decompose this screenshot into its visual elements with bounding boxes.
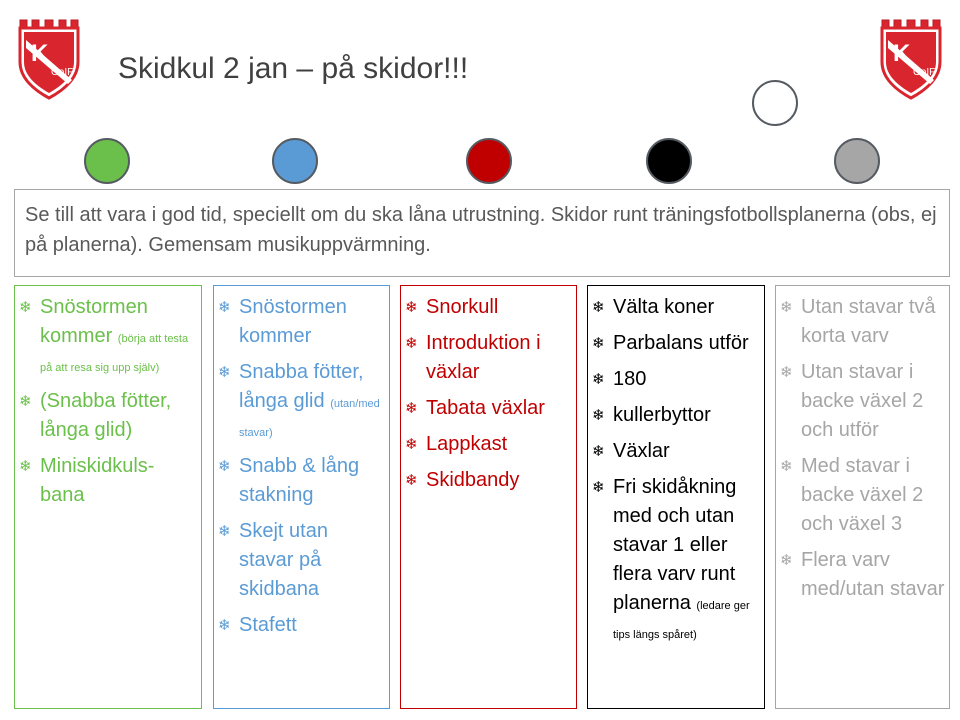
- activity-text: Skejt utan stavar på skidbana: [239, 520, 328, 600]
- activity-text: Tabata växlar: [426, 397, 545, 419]
- snowflake-icon: ❄: [780, 364, 793, 381]
- snowflake-icon: ❄: [592, 479, 605, 496]
- activity-item: [218, 293, 385, 351]
- activity-item: [19, 387, 197, 445]
- snowflake-icon: ❄: [592, 335, 605, 352]
- intro-text-box: Se till att vara i god tid, speciellt om du ska låna utrustning. Skidor runt träningsfotbollsplanerna (obs, ej på planerna). Gemensam musikuppvärmning.: [14, 189, 950, 277]
- level-dot-red: [466, 138, 512, 184]
- activity-item: [780, 452, 945, 539]
- logo-text: GoIF: [51, 67, 74, 78]
- column-green: [14, 285, 202, 709]
- activity-text: Växlar: [613, 440, 670, 462]
- activity-text: kullerbyttor: [613, 404, 711, 426]
- logo-letter: K: [893, 40, 911, 67]
- activity-text: Stafett: [239, 614, 297, 636]
- activity-item: [405, 329, 572, 387]
- snowflake-icon: ❄: [405, 335, 418, 352]
- activity-text: Skidbandy: [426, 469, 520, 491]
- activity-item: [218, 452, 385, 510]
- snowflake-icon: ❄: [19, 299, 32, 316]
- snowflake-icon: ❄: [780, 299, 793, 316]
- activity-text: Välta koner: [613, 296, 715, 318]
- activity-text: Snöstormen kommer: [40, 296, 148, 347]
- activity-item: [592, 401, 760, 430]
- level-dot-blue: [272, 138, 318, 184]
- activity-item: [218, 517, 385, 604]
- activity-note: (ledare ger tips längs spåret): [613, 600, 750, 641]
- column-blue: [213, 285, 390, 709]
- logo-letter: K: [31, 40, 49, 67]
- snowflake-icon: ❄: [405, 400, 418, 417]
- activity-text: Snabb & lång stakning: [239, 455, 360, 506]
- activity-item: [405, 293, 572, 322]
- activity-item: [405, 466, 572, 495]
- column-black: [587, 285, 765, 709]
- activity-item: [592, 437, 760, 466]
- activity-text: 180: [613, 368, 647, 390]
- activity-item: [19, 293, 197, 380]
- activity-text: Flera varv med/utan stavar: [801, 549, 945, 600]
- column-red: [400, 285, 577, 709]
- activity-note: (utan/med stavar): [239, 398, 380, 439]
- level-dot-white: [752, 80, 798, 126]
- snowflake-icon: ❄: [218, 299, 231, 316]
- snowflake-icon: ❄: [405, 436, 418, 453]
- snowflake-icon: ❄: [780, 458, 793, 475]
- snowflake-icon: ❄: [405, 299, 418, 316]
- activity-item: [592, 365, 760, 394]
- activity-item: [592, 293, 760, 322]
- snowflake-icon: ❄: [19, 458, 32, 475]
- level-dot-black: [646, 138, 692, 184]
- snowflake-icon: ❄: [780, 552, 793, 569]
- activity-item: [218, 611, 385, 640]
- snowflake-icon: ❄: [218, 523, 231, 540]
- activity-text: Parbalans utför: [613, 332, 749, 354]
- snowflake-icon: ❄: [592, 443, 605, 460]
- snowflake-icon: ❄: [592, 407, 605, 424]
- activity-text: Lappkast: [426, 433, 508, 455]
- snowflake-icon: ❄: [19, 393, 32, 410]
- column-gray: [775, 285, 950, 709]
- snowflake-icon: ❄: [218, 458, 231, 475]
- activity-text: Miniskidkuls-bana: [40, 455, 155, 506]
- snowflake-icon: ❄: [405, 472, 418, 489]
- snowflake-icon: ❄: [592, 371, 605, 388]
- activity-text: Utan stavar i backe växel 2 och utför: [801, 361, 924, 441]
- level-dot-gray: [834, 138, 880, 184]
- activity-item: [592, 329, 760, 358]
- activity-text: Snorkull: [426, 296, 499, 318]
- activity-note: (börja att testa på att resa sig upp själv): [40, 333, 189, 374]
- activity-text: Fri skidåkning med och utan stavar 1 eller flera varv runt planerna: [613, 476, 737, 614]
- activity-item: [780, 546, 945, 604]
- activity-item: [405, 430, 572, 459]
- snowflake-icon: ❄: [218, 364, 231, 381]
- snowflake-icon: ❄: [592, 299, 605, 316]
- activity-text: Introduktion i växlar: [426, 332, 541, 383]
- level-dot-green: [84, 138, 130, 184]
- activity-item: [218, 358, 385, 445]
- activity-item: [780, 293, 945, 351]
- activity-text: Snabba fötter, långa glid: [239, 361, 364, 412]
- activity-text: (Snabba fötter, långa glid): [40, 390, 172, 441]
- activity-text: Utan stavar två korta varv: [801, 296, 936, 347]
- logo-text: GoIF: [913, 67, 936, 78]
- club-logo-left: [18, 18, 80, 100]
- activity-item: [592, 473, 760, 647]
- activity-text: Snöstormen kommer: [239, 296, 347, 347]
- activity-item: [405, 394, 572, 423]
- page-title: Skidkul 2 jan – på skidor!!!: [118, 52, 469, 85]
- activity-text: Med stavar i backe växel 2 och växel 3: [801, 455, 924, 535]
- snowflake-icon: ❄: [218, 617, 231, 634]
- activity-item: [19, 452, 197, 510]
- activity-item: [780, 358, 945, 445]
- club-logo-right: [880, 18, 942, 100]
